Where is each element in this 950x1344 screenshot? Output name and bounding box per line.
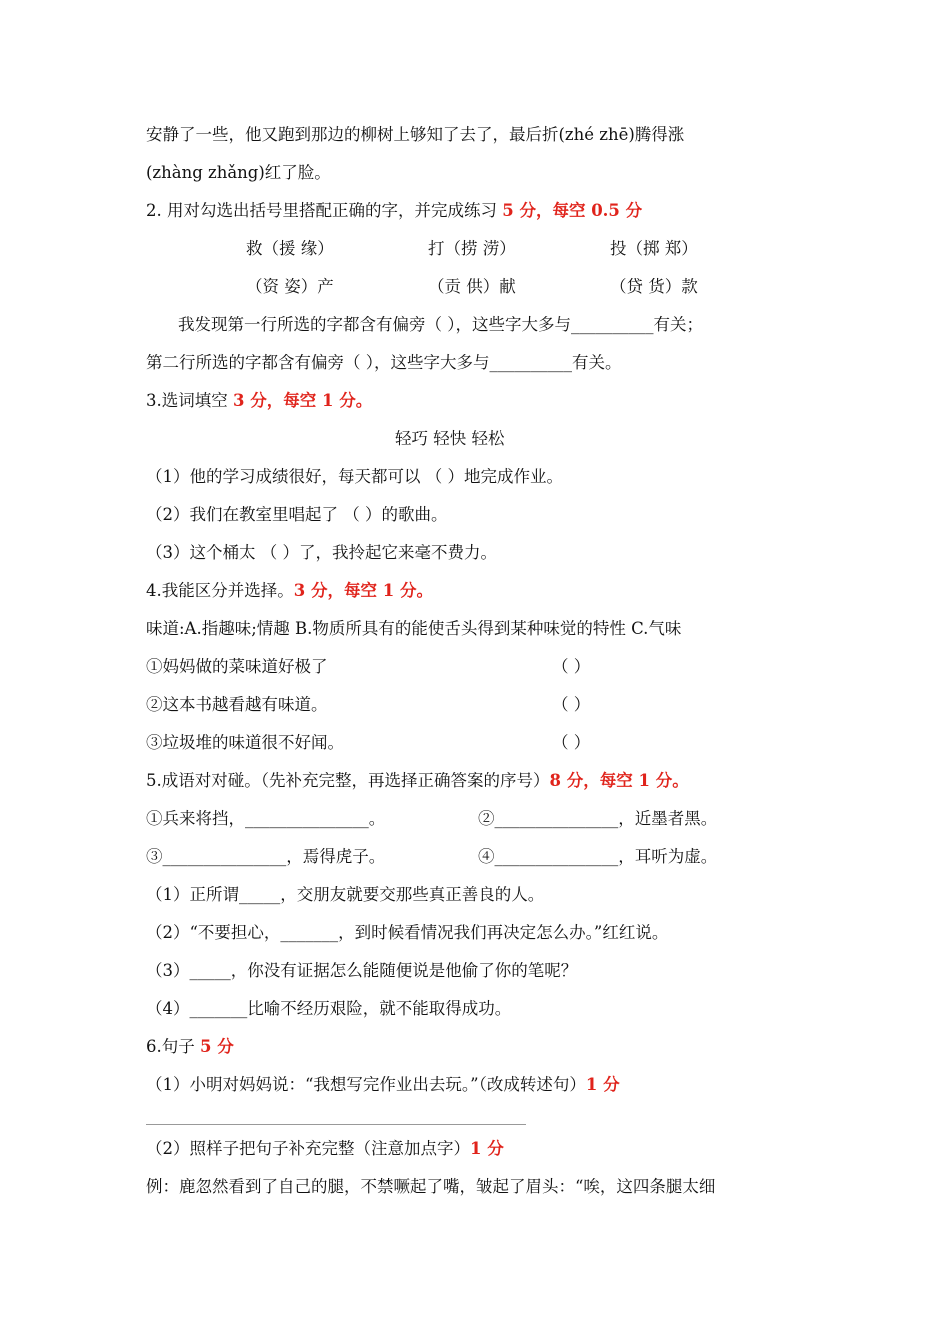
definition-line: 味道:A.指趣味;情趣 B.物质所具有的能使舌头得到某种味觉的特性 C.气味	[146, 619, 682, 638]
text-line: 安静了一些，他又跑到那边的柳树上够知了去了，最后折(zhé zhē)腾得涨	[146, 125, 685, 144]
text-line: （1）正所谓_____，交朋友就要交那些真正善良的人。	[146, 885, 545, 904]
answer-blank: （ ）	[552, 657, 591, 676]
text-line: 我发现第一行所选的字都含有偏旁（ ），这些字大多与__________有关；	[178, 315, 703, 334]
text-line: ③垃圾堆的味道很不好闻。	[146, 733, 344, 752]
score-note: 3 分，每空 1 分。	[233, 391, 373, 410]
question-5-heading	[146, 770, 689, 792]
text-line: （2）“不要担心，_______，到时候看情况我们再决定怎么办。”红红说。	[146, 923, 669, 942]
text-line: 第二行所选的字都含有偏旁（ ），这些字大多与__________有关。	[146, 353, 622, 372]
question-text: （2）照样子把句子补充完整（注意加点字）	[146, 1139, 470, 1158]
answer-blank: （ ）	[552, 733, 591, 752]
score-note: 1 分	[585, 1075, 620, 1094]
choice-item: （资 姿）产	[246, 277, 334, 296]
question-2-heading	[146, 200, 642, 222]
question-3-heading	[146, 390, 372, 412]
choice-item: （贷 货）款	[610, 277, 698, 296]
text-line: （2）我们在教室里唱起了 （ ）的歌曲。	[146, 505, 448, 524]
answer-blank: （ ）	[552, 695, 591, 714]
idiom-item: ②_______________，近墨者黑。	[478, 809, 718, 828]
question-text: 2. 用对勾选出括号里搭配正确的字，并完成练习	[146, 201, 503, 220]
text-line	[146, 1138, 504, 1160]
question-text: 3.选词填空	[146, 391, 233, 410]
question-text: （1）小明对妈妈说：“我想写完作业出去玩。”（改成转述句）	[146, 1075, 586, 1094]
example-line: 例：鹿忽然看到了自己的腿，不禁噘起了嘴，皱起了眉头：“唉，这四条腿太细	[146, 1177, 716, 1196]
question-text: 4.我能区分并选择。	[146, 581, 294, 600]
choice-item: 打（捞 涝）	[428, 239, 516, 258]
choice-item: （贡 供）献	[428, 277, 516, 296]
word-bank: 轻巧 轻快 轻松	[395, 429, 505, 448]
question-text: 5.成语对对碰。（先补充完整，再选择正确答案的序号）	[146, 771, 550, 790]
question-4-heading	[146, 580, 433, 602]
question-text: 6.句子	[146, 1037, 200, 1056]
question-6-heading	[146, 1036, 234, 1058]
text-line: （1）他的学习成绩很好，每天都可以 （ ）地完成作业。	[146, 467, 563, 486]
text-line: （3）_____，你没有证据怎么能随便说是他偷了你的笔呢？	[146, 961, 578, 980]
text-line: (zhàng zhǎng)红了脸。	[146, 163, 331, 182]
text-line	[146, 1074, 620, 1096]
choice-item: 投（掷 郑）	[610, 239, 698, 258]
text-line: （3）这个桶太 （ ）了，我拎起它来毫不费力。	[146, 543, 497, 562]
score-note: 5 分，每空 0.5 分	[502, 201, 643, 220]
text-line: （4）_______比喻不经历艰险，就不能取得成功。	[146, 999, 512, 1018]
score-note: 1 分	[470, 1139, 504, 1158]
score-note: 8 分，每空 1 分。	[549, 771, 689, 790]
text-line: ②这本书越看越有味道。	[146, 695, 328, 714]
answer-line	[146, 1124, 526, 1125]
idiom-item: ④_______________，耳听为虚。	[478, 847, 718, 866]
idiom-item: ③_______________，焉得虎子。	[146, 847, 386, 866]
score-note: 5 分	[200, 1037, 234, 1056]
text-line: ①妈妈做的菜味道好极了	[146, 657, 328, 676]
choice-item: 救（援 缘）	[246, 239, 334, 258]
score-note: 3 分，每空 1 分。	[293, 581, 433, 600]
idiom-item: ①兵来将挡，_______________。	[146, 809, 386, 828]
